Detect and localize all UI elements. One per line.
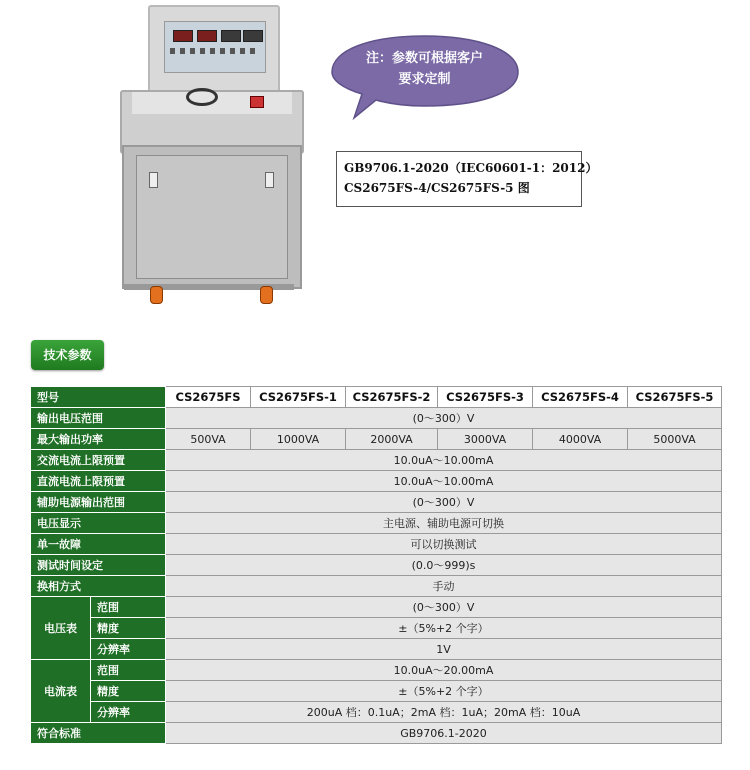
row-value: ±（5%+2 个字） xyxy=(166,681,722,702)
tech-params-button[interactable]: 技术参数 xyxy=(31,340,104,370)
row-label: 换相方式 xyxy=(31,576,166,597)
table-row xyxy=(31,639,722,660)
row-label: 单一故障 xyxy=(31,534,166,555)
table-row xyxy=(31,429,722,450)
table-row xyxy=(31,492,722,513)
row-value: 10.0uA～10.00mA xyxy=(166,471,722,492)
row-value: 200uA 档：0.1uA；2mA 档：1uA；20mA 档：10uA xyxy=(166,702,722,723)
table-row xyxy=(31,681,722,702)
row-value: GB9706.1-2020 xyxy=(166,723,722,744)
row-value: (0～300）V xyxy=(166,408,722,429)
handwheel-icon xyxy=(186,88,218,106)
table-row xyxy=(31,534,722,555)
row-value: ±（5%+2 个字） xyxy=(166,618,722,639)
row-label: 符合标准 xyxy=(31,723,166,744)
power-cell: 5000VA xyxy=(628,429,722,450)
row-label: 电压显示 xyxy=(31,513,166,534)
row-value: (0～300）V xyxy=(166,597,722,618)
bubble-line-2: 要求定制 xyxy=(398,72,451,87)
table-row xyxy=(31,702,722,723)
power-cell: 500VA xyxy=(166,429,251,450)
row-label: 直流电流上限预置 xyxy=(31,471,166,492)
row-label: 交流电流上限预置 xyxy=(31,450,166,471)
standard-line-1: GB9706.1-2020（IEC60601-1：2012） xyxy=(344,161,598,175)
row-label: 分辨率 xyxy=(91,702,166,723)
row-value: 可以切换测试 xyxy=(166,534,722,555)
model-header: CS2675FS-1 xyxy=(251,387,346,408)
row-value: 10.0uA～20.00mA xyxy=(166,660,722,681)
row-label: 最大输出功率 xyxy=(31,429,166,450)
table-row xyxy=(31,471,722,492)
table-row xyxy=(31,597,722,618)
model-header: CS2675FS-4 xyxy=(533,387,628,408)
row-label: 范围 xyxy=(91,660,166,681)
caster-icon xyxy=(150,286,163,304)
row-label: 范围 xyxy=(91,597,166,618)
caster-icon xyxy=(260,286,273,304)
voltmeter-group-label: 电压表 xyxy=(31,597,91,660)
table-row xyxy=(31,450,722,471)
row-value: 手动 xyxy=(166,576,722,597)
machine-cabinet xyxy=(122,145,302,289)
model-header: CS2675FS-3 xyxy=(438,387,533,408)
machine-display xyxy=(164,21,266,73)
row-label: 输出电压范围 xyxy=(31,408,166,429)
product-image xyxy=(120,0,305,312)
table-row xyxy=(31,576,722,597)
table-row xyxy=(31,660,722,681)
row-value: (0～300）V xyxy=(166,492,722,513)
customization-note-bubble xyxy=(328,32,521,120)
power-cell: 2000VA xyxy=(346,429,438,450)
power-cell: 4000VA xyxy=(533,429,628,450)
model-header: CS2675FS xyxy=(166,387,251,408)
table-row xyxy=(31,555,722,576)
row-value: 1V xyxy=(166,639,722,660)
spec-table xyxy=(30,386,722,744)
row-label: 辅助电源输出范围 xyxy=(31,492,166,513)
row-value: (0.0～999)s xyxy=(166,555,722,576)
table-row xyxy=(31,513,722,534)
row-value: 主电源、辅助电源可切换 xyxy=(166,513,722,534)
table-row xyxy=(31,387,722,408)
row-label: 测试时间设定 xyxy=(31,555,166,576)
model-label: 型号 xyxy=(31,387,166,408)
row-label: 精度 xyxy=(91,618,166,639)
model-header: CS2675FS-5 xyxy=(628,387,722,408)
row-value: 10.0uA～10.00mA xyxy=(166,450,722,471)
table-row xyxy=(31,723,722,744)
machine-control-panel xyxy=(148,5,280,97)
standard-reference-box xyxy=(336,151,598,207)
emergency-button-icon xyxy=(250,96,264,108)
power-cell: 3000VA xyxy=(438,429,533,450)
row-label: 分辨率 xyxy=(91,639,166,660)
table-row xyxy=(31,618,722,639)
standard-line-2: CS2675FS-4/CS2675FS-5 图 xyxy=(344,181,530,195)
row-label: 精度 xyxy=(91,681,166,702)
model-header: CS2675FS-2 xyxy=(346,387,438,408)
bubble-line-1: 注：参数可根据客户 xyxy=(365,51,483,66)
power-cell: 1000VA xyxy=(251,429,346,450)
ammeter-group-label: 电流表 xyxy=(31,660,91,723)
table-row xyxy=(31,408,722,429)
